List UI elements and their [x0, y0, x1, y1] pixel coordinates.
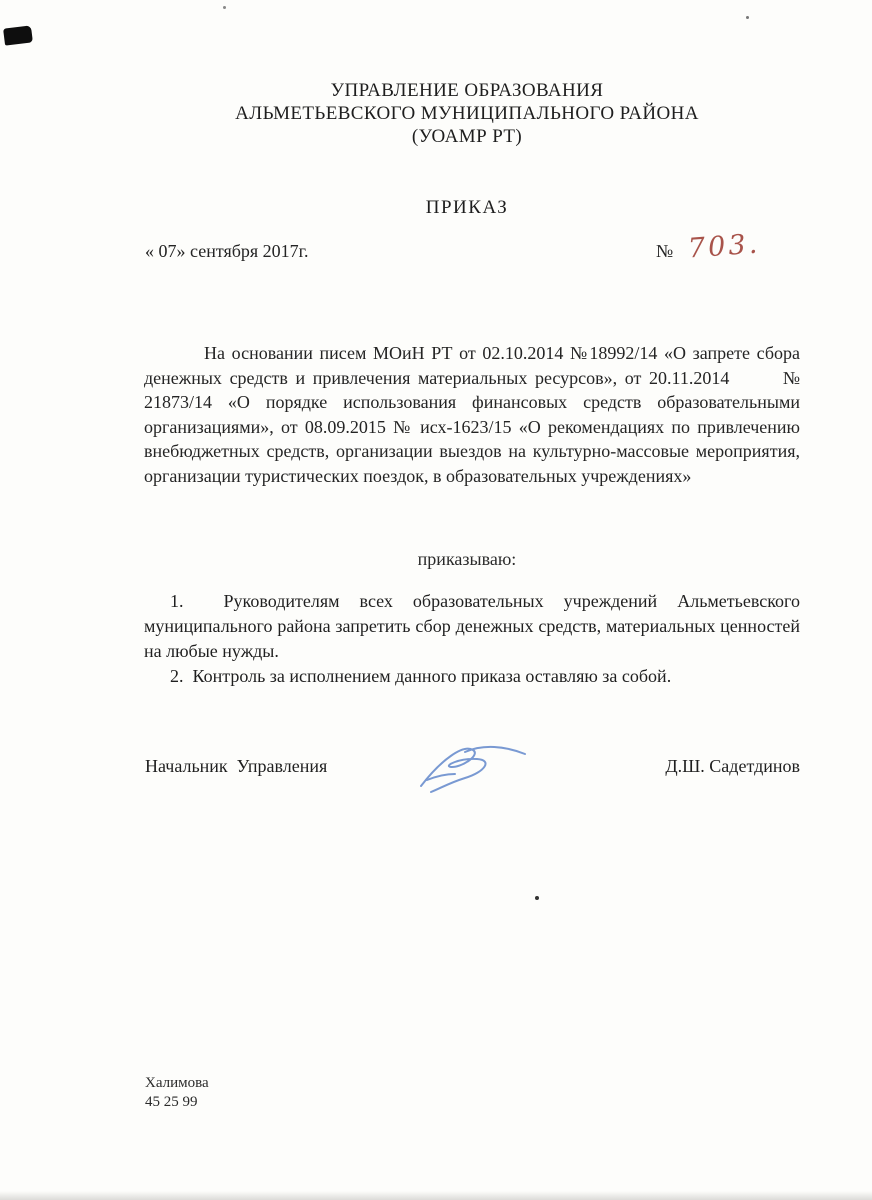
org-name-line2: АЛЬМЕТЬЕВСКОГО МУНИЦИПАЛЬНОГО РАЙОНА: [235, 103, 699, 124]
scan-artifact-blot: [3, 25, 33, 45]
executor-phone: 45 25 99: [145, 1094, 198, 1110]
org-name-line1: УПРАВЛЕНИЕ ОБРАЗОВАНИЯ: [330, 80, 604, 101]
scan-artifact-dot: [746, 16, 749, 19]
scan-artifact-dot: [535, 896, 539, 900]
signatory-name: Д.Ш. Садетдинов: [665, 756, 800, 776]
order-item-1: 1. Руководителям всех образовательных учреждений Альметьевского муниципального района запретить сбор денежных средств, материальных ценностей на любые нужды.: [144, 591, 800, 661]
scan-edge-shadow: [0, 1191, 872, 1200]
executor-block: [145, 1074, 209, 1112]
order-body-paragraph: На основании писем МОиН РТ от 02.10.2014 №18992/14 «О запрете сбора денежных средств и привлечения материальных ресурсов», от 20.11.2014 № 21873/14 «О порядке использования финансовых средств образовательными организациями», от 08.09.2015 № исх-1623/15 «О рекомендациях по привлечению внебюджетных средств, организации выездов на культурно-массовые мероприятия, организации туристических поездок, в образовательных учреждениях»: [144, 343, 800, 486]
order-date: « 07» сентября 2017г.: [145, 241, 309, 261]
org-name-line3: (УОАМР РТ): [411, 126, 523, 147]
order-title: ПРИКАЗ: [425, 197, 509, 218]
executor-name: Халимова: [145, 1075, 209, 1091]
signature-ink: [407, 734, 532, 802]
org-header: [62, 79, 872, 148]
signatory-position: Начальник Управления: [145, 756, 328, 776]
decree-word: приказываю:: [417, 549, 517, 569]
order-number-handwritten: 703.: [687, 228, 762, 265]
scan-artifact-dot: [223, 6, 226, 9]
order-item-2: 2. Контроль за исполнением данного приказа оставляю за собой.: [170, 666, 672, 686]
order-items: [144, 589, 800, 689]
order-number-label: №: [656, 241, 674, 261]
signature-row: [145, 756, 800, 826]
